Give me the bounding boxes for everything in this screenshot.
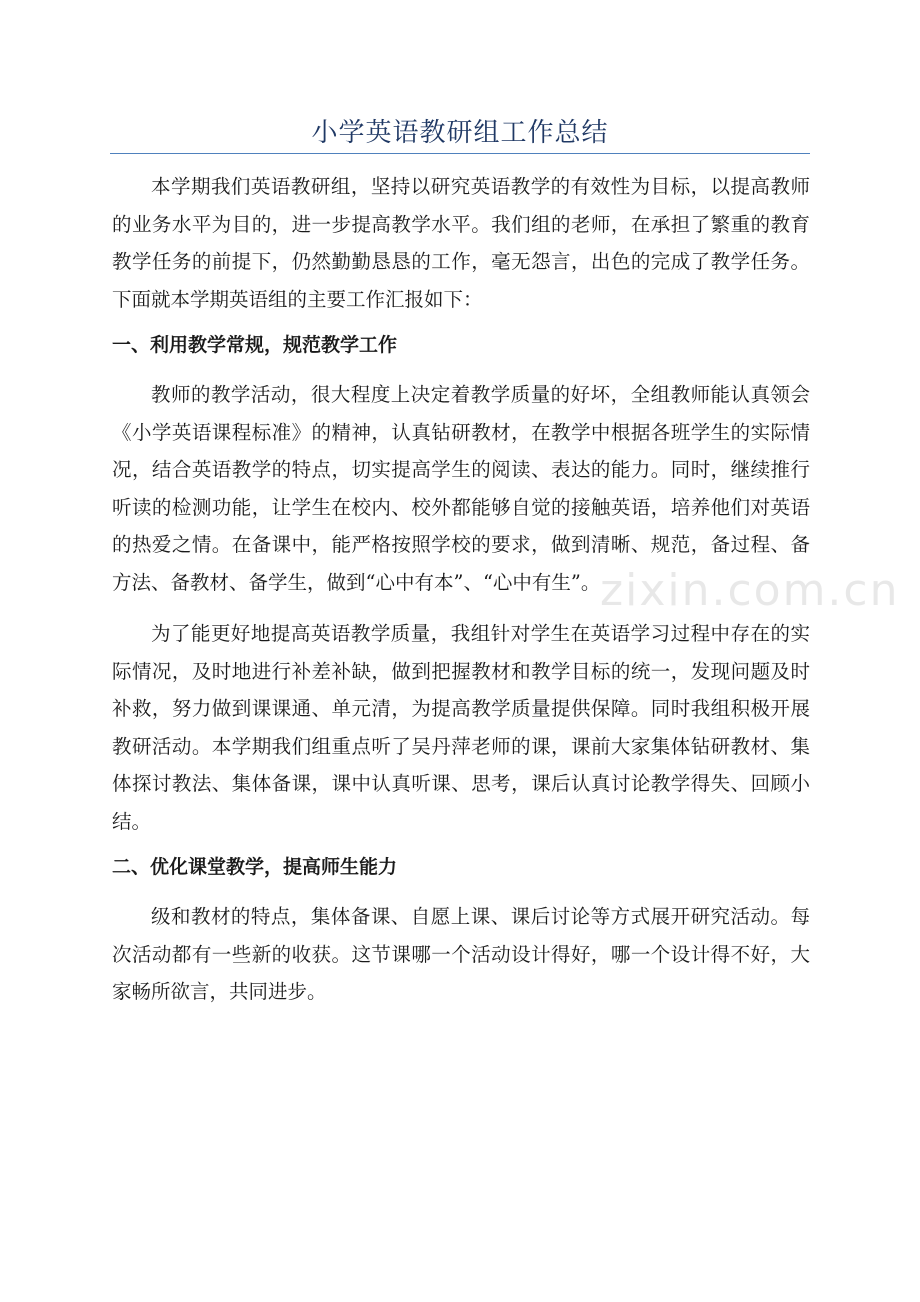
section-heading-1: 一、利用教学常规，规范教学工作 <box>112 334 398 356</box>
intro-paragraph: 本学期我们英语教研组，坚持以研究英语教学的有效性为目标，以提高教师的业务水平为目的，进一步提高教学水平。我们组的老师，在承担了繁重的教育教学任务的前提下，仍然勤勤恳恳的工作，毫无怨言，出色的完成了教学任务。下面就本学期英语组的主要工作汇报如下： <box>112 175 810 311</box>
section-heading-2: 二、优化课堂教学，提高师生能力 <box>112 856 398 878</box>
page-title: 小学英语教研组工作总结 <box>311 118 609 148</box>
section-1-paragraph-1: 教师的教学活动，很大程度上决定着教学质量的好坏，全组教师能认真领会《小学英语课程标准》的精神，认真钻研教材，在教学中根据各班学生的实际情况，结合英语教学的特点，切实提高学生的阅读、表达的能力。同时，继续推行听读的检测功能，让学生在校内、校外都能够自觉的接触英语，培养他们对英语的热爱之情。在备课中，能严格按照学校的要求，做到清晰、规范，备过程、备方法、备教材、备学生，做到“心中有本”、“心中有生”。 <box>112 383 810 594</box>
watermark: zixin.com.cn <box>600 565 900 616</box>
title-divider <box>110 153 810 154</box>
section-2-paragraph-1: 级和教材的特点，集体备课、自愿上课、课后讨论等方式展开研究活动。每次活动都有一些新的收获。这节课哪一个活动设计得好，哪一个设计得不好，大家畅所欲言，共同进步。 <box>112 905 810 1003</box>
section-1-paragraph-2: 为了能更好地提高英语教学质量，我组针对学生在英语学习过程中存在的实际情况，及时地进行补差补缺，做到把握教材和教学目标的统一，发现问题及时补救，努力做到课课通、单元清，为提高教学质量提供保障。同时我组积极开展教研活动。本学期我们组重点听了吴丹萍老师的课，课前大家集体钻研教材、集体探讨教法、集体备课，课中认真听课、思考，课后认真讨论教学得失、回顾小结。 <box>112 622 810 833</box>
